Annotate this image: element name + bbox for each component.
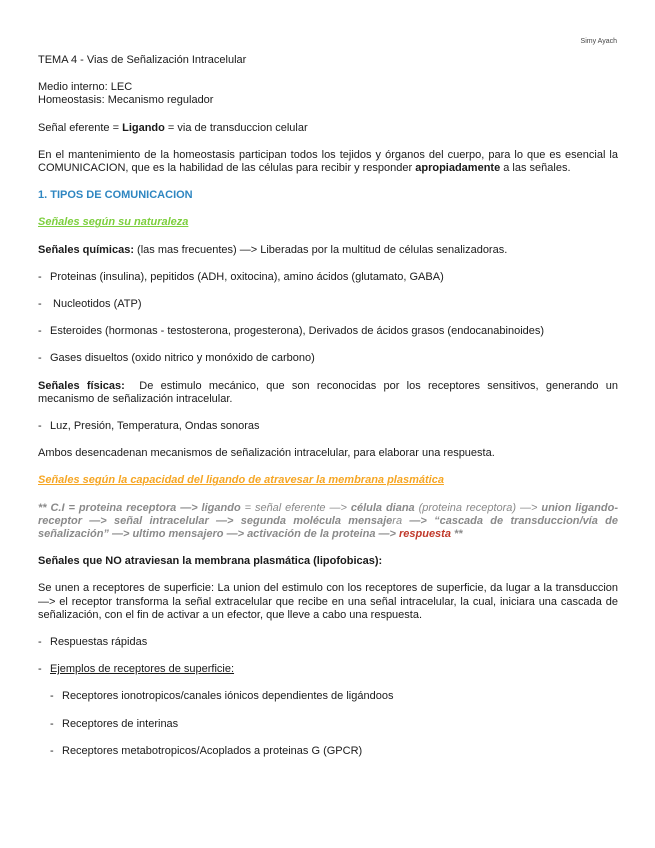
intro-end: a las señales. — [500, 162, 571, 175]
senal-post: = via de transduccion celular — [164, 121, 308, 134]
note-part: (proteina receptora) —> — [414, 501, 542, 514]
senal-line — [38, 122, 618, 135]
note-part: ra — [392, 514, 403, 527]
sub-list-item: - Receptores de interinas — [50, 717, 179, 730]
ambos-line: Ambos desencadenan mecanismos de señalización intracelular, para elaborar una respuesta. — [38, 447, 495, 460]
list-item: - Esteroides (hormonas - testosterona, progesterona), Derivados de ácidos grasos (endocanabinoides) — [38, 325, 545, 338]
note-part: —> “cascada de transduccion/vía de señalización” —> ultimo mensajero —> activación de la proteina —> — [38, 514, 618, 541]
intro-bold: apropiadamente — [415, 162, 501, 175]
doc-title: TEMA 4 - Vias de Señalización Intracelular — [38, 54, 247, 66]
note-part: = señal eferente —> — [240, 501, 351, 514]
note-part: célula diana — [350, 501, 415, 514]
fisicas-label: Señales físicas: — [38, 379, 125, 392]
sub-list-item-text: Receptores de interinas — [62, 717, 179, 730]
intro-paragraph — [38, 149, 618, 175]
list-item-text: Nucleotidos (ATP) — [50, 298, 142, 311]
list-item-text: Luz, Presión, Temperatura, Ondas sonoras — [50, 420, 260, 433]
quimicas-text: (las mas frecuentes) —> Liberadas por la multitud de células senalizadoras. — [134, 243, 508, 256]
note-part: union ligando-receptor —> señal intracelular —> segunda molécula mensaje — [38, 501, 618, 527]
list-item: - Proteinas (insulina), pepitidos (ADH, oxitocina), amino ácidos (glutamato, GABA) — [38, 270, 444, 283]
section-heading-tipos: 1. TIPOS DE COMUNICACION — [38, 189, 193, 202]
note-part: ** — [450, 528, 463, 541]
heading-no-atraviesan: Señales que NO atraviesan la membrana plasmática (lipofobicas): — [38, 555, 383, 568]
list-item-text: Ejemplos de receptores de superficie: — [50, 663, 235, 676]
sub-list-item-text: Receptores ionotropicos/canales iónicos dependientes de ligándoos — [62, 690, 394, 703]
list-item-text: Respuestas rápidas — [50, 636, 148, 649]
subheading-capacidad: Señales según la capacidad del ligando de atravesar la membrana plasmática — [38, 474, 444, 487]
medio-line: Medio interno: LEC — [38, 81, 133, 94]
list-item-text: Gases disueltos (oxido nitrico y monóxido de carbono) — [50, 352, 315, 365]
respuesta-highlight: respuesta — [398, 528, 451, 541]
quimicas-label: Señales químicas: — [38, 243, 134, 256]
list-item: - Respuestas rápidas — [38, 636, 148, 649]
intro-text: En el mantenimiento de la homeostasis participan todos los tejidos y órganos del cuerpo, para lo que es esencial la COMUNICACION, que es la habilidad de las células para recibir y responder — [38, 148, 618, 175]
list-item: - Ejemplos de receptores de superficie: — [38, 663, 235, 676]
superficie-paragraph: Se unen a receptores de superficie: La union del estimulo con los receptores de superficie, da lugar a la transduccion —> el receptor transforma la señal extracelular que recibe en una señal intracelular, la cual, iniciara una cascada de señalización, con el fin de activar a un efector, que lleve a cabo una respuesta. — [38, 582, 618, 621]
list-item-text: Esteroides (hormonas - testosterona, progesterona), Derivados de ácidos grasos (endocanabinoides) — [50, 325, 545, 338]
note-part: ** C.I = proteina receptora —> ligando — [38, 501, 241, 514]
list-item: - Luz, Presión, Temperatura, Ondas sonoras — [38, 420, 260, 433]
author-header: Simy Ayach — [580, 38, 617, 45]
list-item: - Nucleotidos (ATP) — [38, 298, 142, 311]
ligando-bold: Ligando — [122, 121, 165, 134]
quimicas-line — [38, 244, 618, 257]
fisicas-text: De estimulo mecánico, que son reconocidas por los receptores sensitivos, generando un mecanismo de señalización intracelular. — [38, 379, 622, 405]
list-item: - Gases disueltos (oxido nitrico y monóxido de carbono) — [38, 352, 315, 365]
list-item-text: Proteinas (insulina), pepitidos (ADH, oxitocina), amino ácidos (glutamato, GABA) — [50, 270, 444, 283]
homeostasis-line: Homeostasis: Mecanismo regulador — [38, 94, 214, 107]
document-body — [38, 54, 622, 758]
pathway-note — [38, 502, 618, 542]
sub-list-item: - Receptores ionotropicos/canales iónicos dependientes de ligándoos — [50, 690, 394, 703]
subheading-naturaleza: Señales según su naturaleza — [38, 216, 189, 229]
fisicas-paragraph — [38, 379, 622, 406]
senal-pre: Señal eferente = — [38, 121, 123, 134]
sub-list-item: - Receptores metabotropicos/Acoplados a proteinas G (GPCR) — [50, 744, 363, 757]
sub-list-item-text: Receptores metabotropicos/Acoplados a proteinas G (GPCR) — [62, 744, 363, 757]
